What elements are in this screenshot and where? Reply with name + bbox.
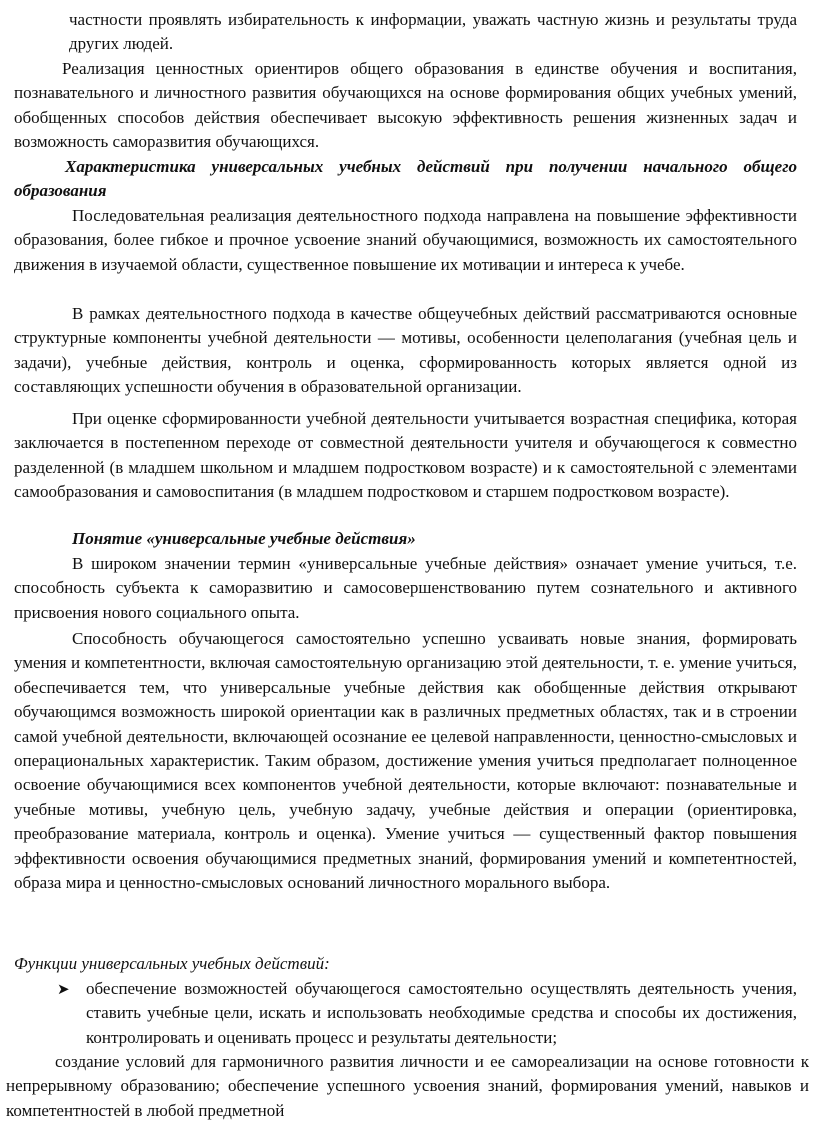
paragraph-learning-ability: Способность обучающегося самостоятельно успешно усваивать новые знания, формировать умения и компетентности, включая самостоятельную организацию этой деятельности, т. е. умение учиться, обеспечивается тем, что универсальные учебные действия как обобщенные действия открывают обучающимся возможность широкой ориентации как в различных предметных областях, так и в строении самой учебной деятельности, включающей осознание ее целевой направленности, ценностно-смысловых и операциональных характеристик. Таким образом, достижение умения учиться предполагает полноценное освоение обучающимися всех компонентов учебной деятельности, которые включают: познавательные и учебные мотивы, учебную цель, учебную задачу, учебные действия и операции (ориентировка, преобразование материала, контроль и оценка). Умение учиться — существенный фактор повышения эффективности освоения обучающимися предметных знаний, формирования умений и компетентностей, образа мира и ценностно-смысловых оснований личностного морального выбора.: [14, 629, 797, 893]
paragraph-activity-approach: Последовательная реализация деятельностного подхода направлена на повышение эффективности образования, более гибкое и прочное усвоение знаний обучающимися, возможность их самостоятельного движения в изучаемой области, существенное повышение их мотивации и интереса к учебе.: [14, 206, 797, 274]
section-heading-functions: Функции универсальных учебных действий:: [14, 954, 330, 973]
paragraph-harmonious-development: создание условий для гармоничного развития личности и ее самореализации на основе готовности к непрерывному образованию; обеспечение успешного усвоения знаний, формирования умений, навыков и компетентностей в любой предметной: [6, 1052, 809, 1120]
paragraph-general-actions: В рамках деятельностного подхода в качестве общеучебных действий рассматриваются основные структурные компоненты учебной деятельности — мотивы, особенности целеполагания (учебная цель и задачи), учебные действия, контроль и оценка, сформированность которых является одной из составляющих успешности обучения в образовательной организации.: [14, 304, 797, 397]
section-heading-concept: Понятие «универсальные учебные действия»: [72, 529, 416, 548]
section-heading-characteristics: Характеристика универсальных учебных действий при получении начального общего образования: [14, 157, 797, 201]
paragraph-age-specifics: При оценке сформированности учебной деятельности учитывается возрастная специфика, которая заключается в постепенном переходе от совместной деятельности учителя и обучающегося к совместно разделенной (в младшем школьном и младшем подростковом возрасте) и к самостоятельной с элементами самообразования и самовоспитания (в младшем подростковом и старшем подростковом возрасте).: [14, 409, 797, 502]
bullet-item-self-learning: обеспечение возможностей обучающегося самостоятельно осуществлять деятельность учения, ставить учебные цели, искать и использовать необходимые средства и способы их достижения, контролировать и оценивать процесс и результаты деятельности;: [86, 979, 797, 1047]
paragraph-broad-meaning: В широком значении термин «универсальные учебные действия» означает умение учиться, т.е. способность субъекта к саморазвитию и самосовершенствованию путем сознательного и активного присвоения нового социального опыта.: [14, 554, 797, 622]
paragraph-continuation: частности проявлять избирательность к информации, уважать частную жизнь и результаты труда других людей.: [69, 10, 797, 54]
paragraph-values-realization: Реализация ценностных ориентиров общего образования в единстве обучения и воспитания, познавательного и личностного развития обучающихся на основе формирования общих учебных умений, обобщенных способов действия обеспечивает высокую эффективность решения жизненных задач и возможность саморазвития обучающихся.: [14, 59, 797, 152]
arrow-bullet-icon: ➤: [57, 982, 70, 998]
